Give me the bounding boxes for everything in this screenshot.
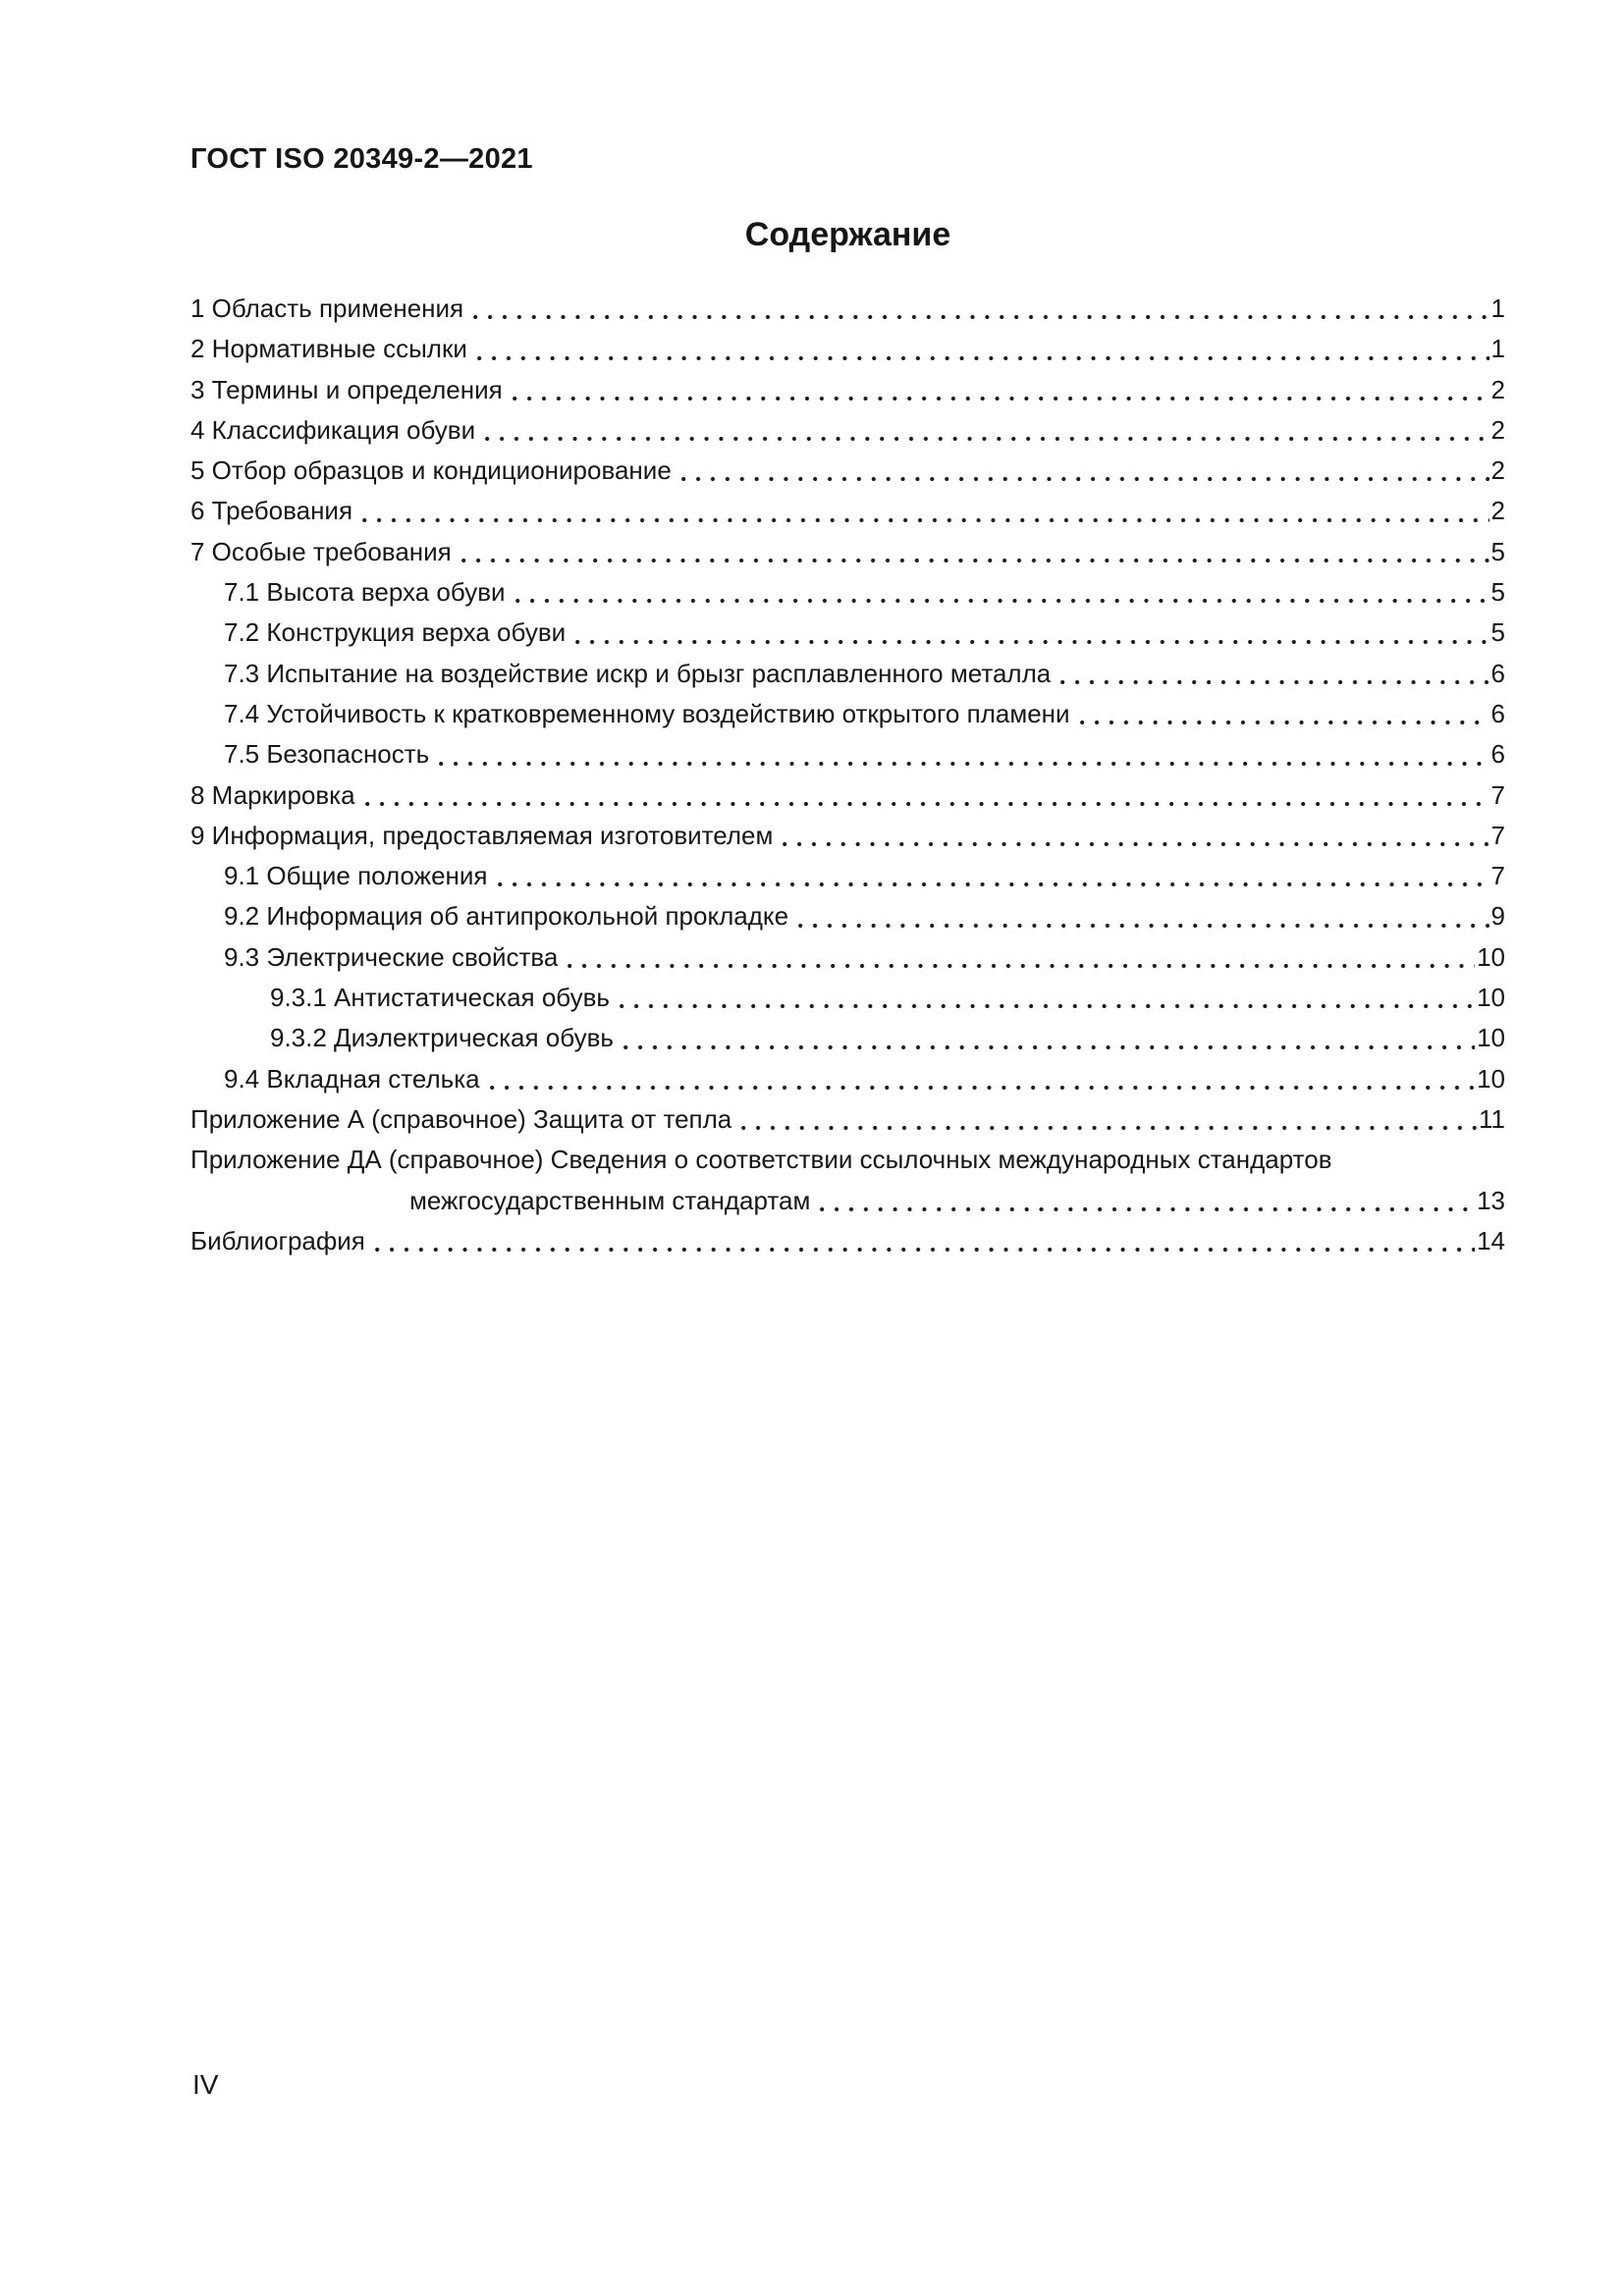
- dot-leader: [818, 1181, 1475, 1221]
- toc-entry-label: 1 Область применения: [190, 294, 464, 323]
- toc-page-number: 2: [1490, 496, 1505, 526]
- page-title: Содержание: [744, 216, 951, 253]
- toc-entry-row: [190, 1099, 1505, 1140]
- toc-page-number: 7: [1490, 779, 1505, 810]
- dot-leader: [622, 1018, 1475, 1058]
- toc-entry-label: 9.3.2 Диэлектрическая обувь: [270, 1023, 614, 1053]
- toc-page-number: 10: [1477, 1023, 1505, 1053]
- toc-entry-label: 7.1 Высота верха обуви: [224, 577, 506, 608]
- dot-leader: [488, 1059, 1475, 1099]
- toc-entry-label: 7.5 Безопасность: [224, 739, 430, 770]
- toc-entry-row: [190, 1181, 1505, 1221]
- toc-page-number: 7: [1490, 820, 1505, 850]
- toc-page-number: 5: [1490, 536, 1505, 566]
- toc-entry-row: [190, 572, 1505, 613]
- toc-entry-label: 6 Требования: [190, 496, 353, 526]
- dot-leader: [618, 978, 1475, 1018]
- toc-entry-row: [190, 451, 1505, 491]
- toc-page-number: 10: [1477, 983, 1505, 1013]
- toc-page-number: 2: [1490, 414, 1505, 445]
- toc-page-number: 1: [1490, 294, 1505, 323]
- toc-entry-row: [190, 613, 1505, 653]
- toc-entry-row: [190, 896, 1505, 936]
- toc-entry-label: 2 Нормативные ссылки: [190, 334, 467, 364]
- toc-page-number: 14: [1477, 1225, 1505, 1255]
- toc-entry-row: [190, 1140, 1505, 1180]
- dot-leader: [471, 289, 1489, 329]
- toc-entry-row: [190, 329, 1505, 369]
- dot-leader: [437, 734, 1489, 774]
- dot-leader: [360, 491, 1489, 531]
- dot-leader: [460, 532, 1489, 572]
- toc-entry-label: Приложение А (справочное) Защита от тепла: [190, 1103, 732, 1134]
- toc-entry-row: [190, 816, 1505, 856]
- toc-entry-row: [190, 937, 1505, 978]
- toc-entry-label: Библиография: [190, 1225, 365, 1255]
- toc-entry-label: 9.3.1 Антистатическая обувь: [270, 983, 610, 1013]
- toc-entry-label: 7 Особые требования: [190, 536, 452, 566]
- toc-entry-label: 5 Отбор образцов и кондиционирование: [190, 455, 672, 486]
- toc-entry-row: [190, 775, 1505, 816]
- toc-page-number: 10: [1477, 941, 1505, 972]
- dot-leader: [739, 1099, 1477, 1140]
- toc-page-number: 10: [1477, 1063, 1505, 1094]
- dot-leader: [679, 451, 1489, 491]
- toc-entry-row: [190, 532, 1505, 572]
- toc-entry-label: межгосударственным стандартам: [409, 1185, 811, 1215]
- toc-entry-row: [190, 734, 1505, 774]
- dot-leader: [514, 572, 1489, 613]
- dot-leader: [363, 775, 1489, 816]
- dot-leader: [573, 613, 1489, 653]
- toc-entry-label: Приложение ДА (справочное) Сведения о соответствии ссылочных международных стандартов: [190, 1145, 1332, 1175]
- document-designation: ГОСТ ISO 20349-2—2021: [190, 143, 533, 175]
- toc-entry-label: 7.2 Конструкция верха обуви: [224, 617, 567, 648]
- toc-entry-row: [190, 289, 1505, 329]
- dot-leader: [475, 329, 1489, 369]
- toc-entry-label: 9 Информация, предоставляемая изготовителем: [190, 820, 774, 850]
- toc-entry-row: [190, 1018, 1505, 1058]
- toc-entry-row: [190, 1059, 1505, 1099]
- toc-entry-label: 8 Маркировка: [190, 779, 355, 810]
- toc-page-number: 5: [1490, 617, 1505, 648]
- toc-entry-row: [190, 978, 1505, 1018]
- dot-leader: [796, 896, 1489, 936]
- toc-page-number: 6: [1490, 658, 1505, 688]
- toc-entry-label: 9.1 Общие положения: [224, 861, 488, 891]
- toc-page-number: 6: [1490, 698, 1505, 728]
- toc-page-number: 2: [1490, 455, 1505, 486]
- toc-entry-label: 9.4 Вкладная стелька: [224, 1063, 480, 1094]
- dot-leader: [483, 410, 1489, 451]
- toc-entry-label: 3 Термины и определения: [190, 374, 503, 404]
- dot-leader: [373, 1221, 1475, 1261]
- toc-entry-row: [190, 491, 1505, 531]
- toc-page-number: 13: [1477, 1185, 1505, 1215]
- dot-leader: [496, 856, 1489, 896]
- toc-page-number: 5: [1490, 577, 1505, 608]
- toc-entry-row: [190, 694, 1505, 734]
- toc-entry-label: 7.3 Испытание на воздействие искр и брызг расплавленного металла: [224, 658, 1052, 688]
- toc-page-number: 1: [1490, 334, 1505, 364]
- dot-leader: [566, 937, 1475, 978]
- toc-entry-row: [190, 654, 1505, 694]
- toc-entry-label: 7.4 Устойчивость к кратковременному воздействию открытого пламени: [224, 698, 1070, 728]
- dot-leader: [1058, 654, 1489, 694]
- toc-entry-label: 4 Классификация обуви: [190, 414, 476, 445]
- dot-leader: [511, 370, 1489, 410]
- toc-entry-label: 9.3 Электрические свойства: [224, 941, 559, 972]
- dot-leader: [1078, 694, 1489, 734]
- toc-page-number: 6: [1490, 739, 1505, 770]
- footer-page-number: IV: [192, 2069, 219, 2100]
- toc-page-number: 9: [1490, 901, 1505, 932]
- toc-entry-row: [190, 856, 1505, 896]
- toc-entry-row: [190, 370, 1505, 410]
- toc-entry-label: 9.2 Информация об антипрокольной прокладке: [224, 901, 789, 932]
- toc-entry-row: [190, 1221, 1505, 1261]
- toc-page-number: 2: [1490, 374, 1505, 404]
- toc-page-number: 11: [1479, 1103, 1505, 1134]
- toc-entry-row: [190, 410, 1505, 451]
- dot-leader: [781, 816, 1489, 856]
- toc-page-number: 7: [1490, 861, 1505, 891]
- table-of-contents: [190, 289, 1505, 1261]
